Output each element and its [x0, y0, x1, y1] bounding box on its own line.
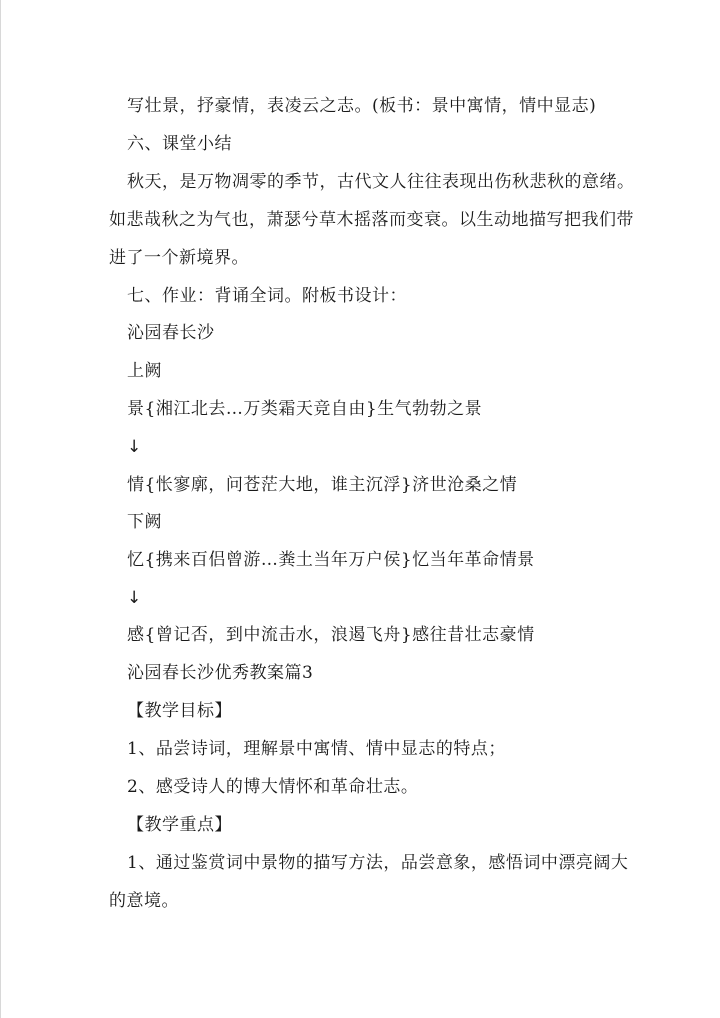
focus-item: 1、通过鉴赏词中景物的描写方法，品尝意象，感悟词中漂亮阔大: [127, 853, 629, 873]
lesson-plan-title: 沁园春长沙优秀教案篇3: [127, 663, 314, 683]
board-design-title: 沁园春长沙: [127, 323, 215, 343]
board-upper-stanza-label: 上阙: [127, 361, 162, 381]
paragraph-line: 秋天，是万物凋零的季节，古代文人往往表现出伤秋悲秋的意绪。: [127, 172, 635, 192]
board-lower-stanza-label: 下阙: [127, 512, 162, 532]
board-scene-line: 景{湘江北去…万类霜天竞自由}生气勃勃之景: [127, 399, 483, 419]
section-heading-class-summary: 六、课堂小结: [127, 134, 232, 154]
paragraph-line: 如悲哉秋之为气也，萧瑟兮草木摇落而变衰。以生动地描写把我们带: [109, 210, 634, 230]
goal-item: 1、品尝诗词，理解景中寓情、情中显志的特点；: [127, 739, 506, 759]
focus-item-continuation: 的意境。: [109, 891, 179, 911]
paragraph-line: 进了一个新境界。: [109, 248, 249, 268]
goal-item: 2、感受诗人的博大情怀和革命壮志。: [127, 777, 419, 797]
board-emotion-line: 情{怅寥廓，问苍茫大地，谁主沉浮}济世沧桑之情: [127, 475, 518, 495]
board-memory-line: 忆{携来百侣曾游…粪土当年万户侯}忆当年革命情景: [127, 550, 535, 570]
text-line-board-summary: 写壮景，抒豪情，表凌云之志。(板书：景中寓情，情中显志): [127, 96, 597, 116]
down-arrow-icon: ↓: [127, 437, 142, 457]
down-arrow-icon: ↓: [127, 588, 142, 608]
teaching-focus-heading: 【教学重点】: [127, 815, 232, 835]
teaching-goals-heading: 【教学目标】: [127, 701, 232, 721]
board-feeling-line: 感{曾记否，到中流击水，浪遏飞舟}感往昔壮志豪情: [127, 625, 535, 645]
section-heading-homework: 七、作业：背诵全词。附板书设计：: [127, 286, 407, 306]
